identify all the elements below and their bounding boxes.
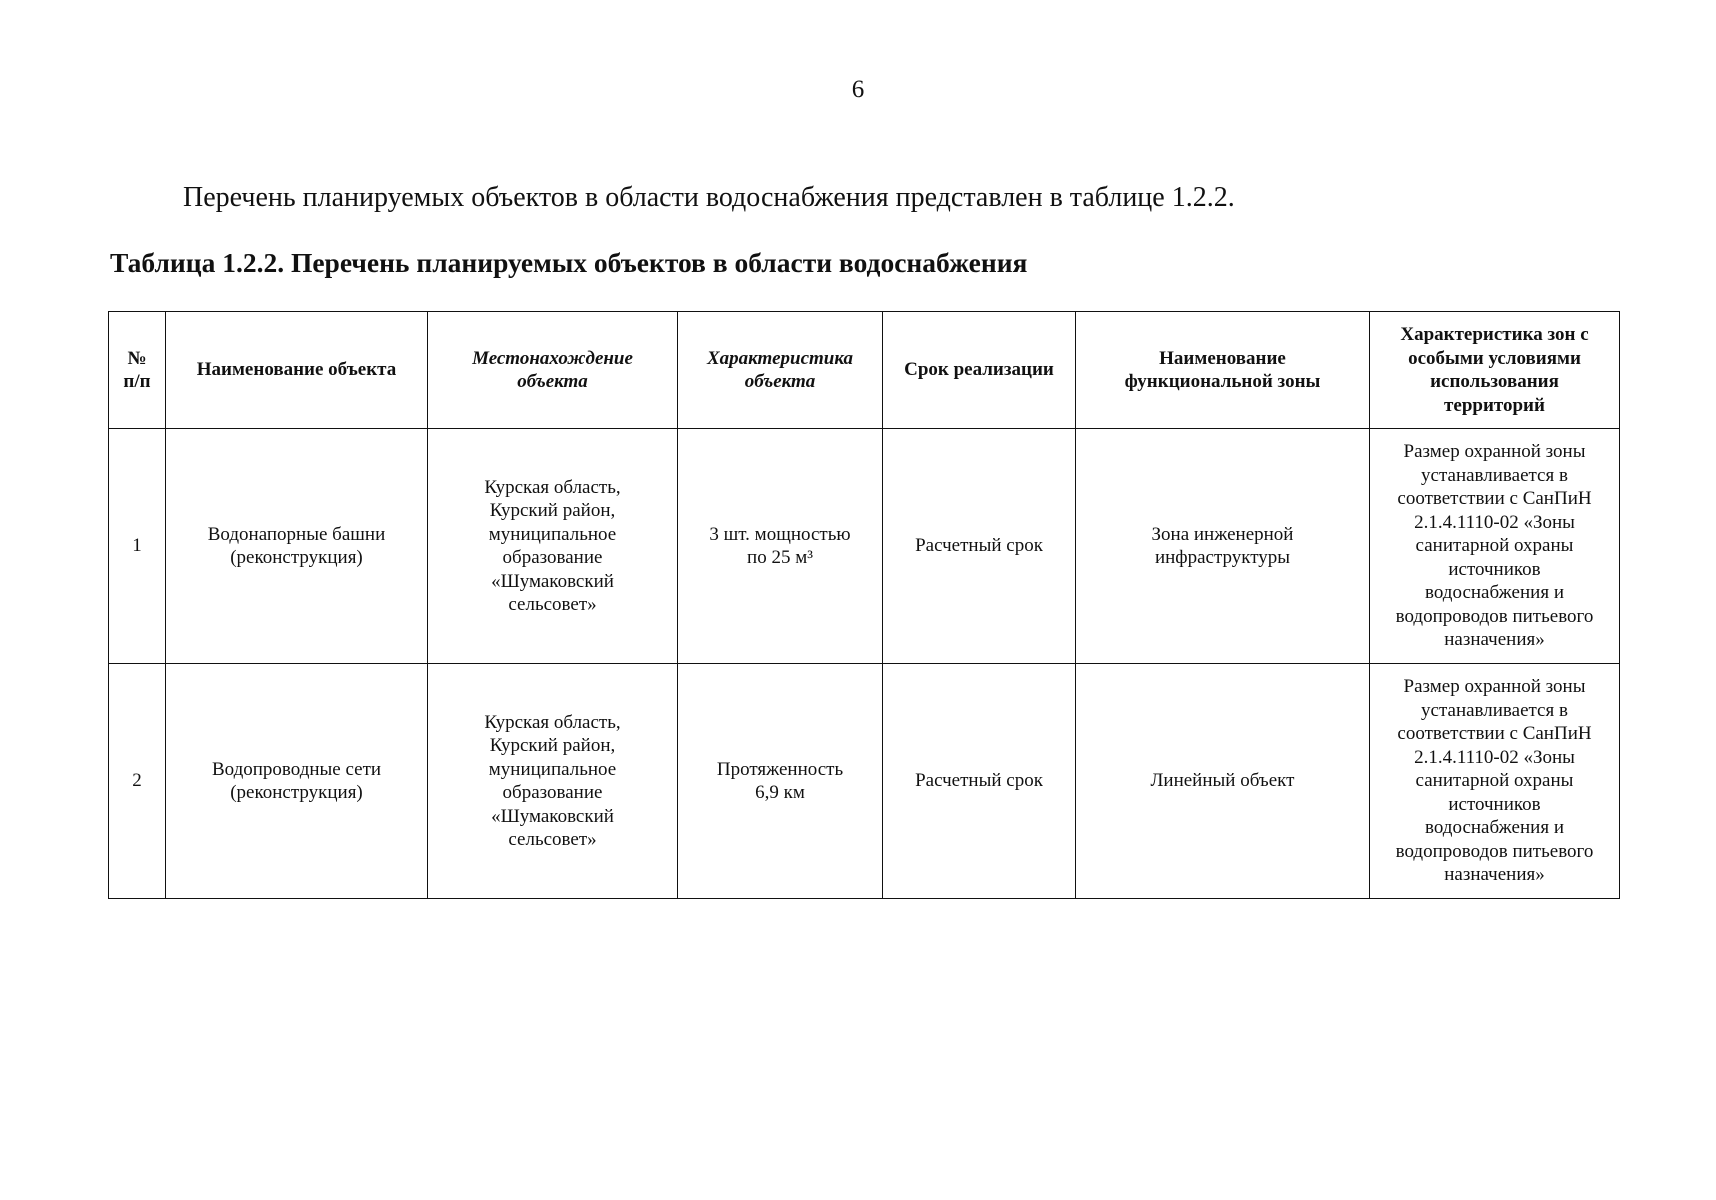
cell-location-line: Курская область, (484, 476, 621, 498)
cell-restrictions-line: назначения» (1444, 864, 1545, 886)
header-num (109, 312, 166, 429)
cell-restrictions-line: водоснабжения и (1425, 817, 1564, 839)
header-term-line: Срок реализации (904, 359, 1054, 381)
table-title: Таблица 1.2.2. Перечень планируемых объектов в области водоснабжения (110, 247, 1028, 278)
header-location-line: Местонахождение (472, 347, 633, 369)
header-characteristic (678, 312, 883, 429)
header-restrictions-line: использования (1430, 371, 1559, 392)
cell-location-line: Курский район, (489, 735, 616, 756)
cell-location-line: «Шумаковский (491, 570, 614, 592)
cell-location-line: муниципальное (488, 758, 617, 780)
cell-characteristic (678, 664, 883, 899)
header-restrictions-line: особыми условиями (1408, 347, 1581, 369)
header-location-line: объекта (517, 371, 588, 392)
cell-restrictions-line: назначения» (1444, 629, 1545, 651)
cell-restrictions-line: соответствии с СанПиН (1397, 488, 1592, 510)
cell-name (166, 429, 428, 664)
cell-restrictions-line: санитарной охраны (1415, 535, 1574, 557)
intro-paragraph: Перечень планируемых объектов в области водоснабжения представлен в таблице 1.2.2. (183, 182, 1235, 213)
header-restrictions-line: Характеристика зон с (1400, 324, 1589, 345)
cell-restrictions-line: источников (1448, 793, 1541, 815)
cell-restrictions-line: 2.1.4.1110-02 «Зоны (1414, 511, 1575, 533)
header-characteristic-line: объекта (744, 371, 816, 392)
cell-restrictions-line: соответствии с СанПиН (1397, 723, 1592, 745)
header-location (428, 312, 678, 429)
header-num-line: № (127, 347, 147, 369)
cell-location-line: сельсовет» (508, 594, 597, 615)
cell-location-line: Курский район, (489, 500, 616, 521)
cell-location-line: муниципальное (488, 523, 617, 545)
table-row (109, 664, 1620, 899)
cell-zone (1076, 664, 1370, 899)
cell-location (428, 429, 678, 664)
cell-zone-line: инфраструктуры (1154, 547, 1291, 568)
page-number: 6 (851, 76, 865, 103)
cell-restrictions-line: источников (1448, 558, 1541, 580)
cell-restrictions (1370, 429, 1620, 664)
cell-location-line: Курская область, (484, 711, 621, 733)
cell-zone-line: Зона инженерной (1151, 523, 1294, 545)
cell-restrictions-line: Размер охранной зоны (1403, 676, 1586, 698)
cell-name-line: Водопроводные сети (211, 758, 382, 780)
header-name (166, 312, 428, 429)
cell-zone (1076, 429, 1370, 664)
cell-restrictions-line: водопроводов питьевого (1395, 840, 1594, 862)
table-header-row (109, 312, 1620, 429)
header-restrictions (1370, 312, 1620, 429)
cell-restrictions-line: санитарной охраны (1415, 770, 1574, 792)
cell-restrictions-line: 2.1.4.1110-02 «Зоны (1414, 746, 1575, 768)
header-name-line: Наименование объекта (196, 359, 397, 381)
cell-characteristic (678, 429, 883, 664)
cell-location-line: «Шумаковский (491, 805, 614, 827)
cell-restrictions-line: устанавливается в (1421, 699, 1568, 721)
cell-restrictions-line: Размер охранной зоны (1403, 441, 1586, 463)
cell-term: Расчетный срок (883, 664, 1076, 899)
header-characteristic-line: Характеристика (706, 347, 854, 369)
header-restrictions-line: территорий (1444, 394, 1545, 416)
cell-characteristic-line: 6,9 км (755, 782, 805, 803)
cell-characteristic-line: 3 шт. мощностью (709, 523, 851, 545)
cell-num: 2 (109, 664, 166, 899)
cell-term: Расчетный срок (883, 429, 1076, 664)
cell-restrictions-line: устанавливается в (1421, 464, 1568, 486)
planned-objects-table (108, 311, 1620, 899)
cell-name-line: (реконструкция) (230, 782, 363, 803)
header-term (883, 312, 1076, 429)
cell-name-line: (реконструкция) (230, 547, 363, 568)
cell-location-line: сельсовет» (508, 829, 597, 850)
cell-location-line: образование (502, 547, 603, 568)
header-zone-line: функциональной зоны (1124, 371, 1321, 392)
table-row (109, 429, 1620, 664)
cell-restrictions-line: водоснабжения и (1425, 582, 1564, 604)
cell-location (428, 664, 678, 899)
cell-num: 1 (109, 429, 166, 664)
cell-name (166, 664, 428, 899)
cell-characteristic-line: Протяженность (716, 758, 844, 780)
header-zone (1076, 312, 1370, 429)
cell-location-line: образование (502, 782, 603, 803)
cell-zone-line: Линейный объект (1150, 770, 1295, 792)
header-num-line: п/п (123, 371, 151, 392)
cell-name-line: Водонапорные башни (207, 523, 386, 545)
cell-characteristic-line: по 25 м³ (747, 547, 813, 568)
header-zone-line: Наименование (1159, 347, 1286, 369)
cell-restrictions-line: водопроводов питьевого (1395, 605, 1594, 627)
cell-restrictions (1370, 664, 1620, 899)
